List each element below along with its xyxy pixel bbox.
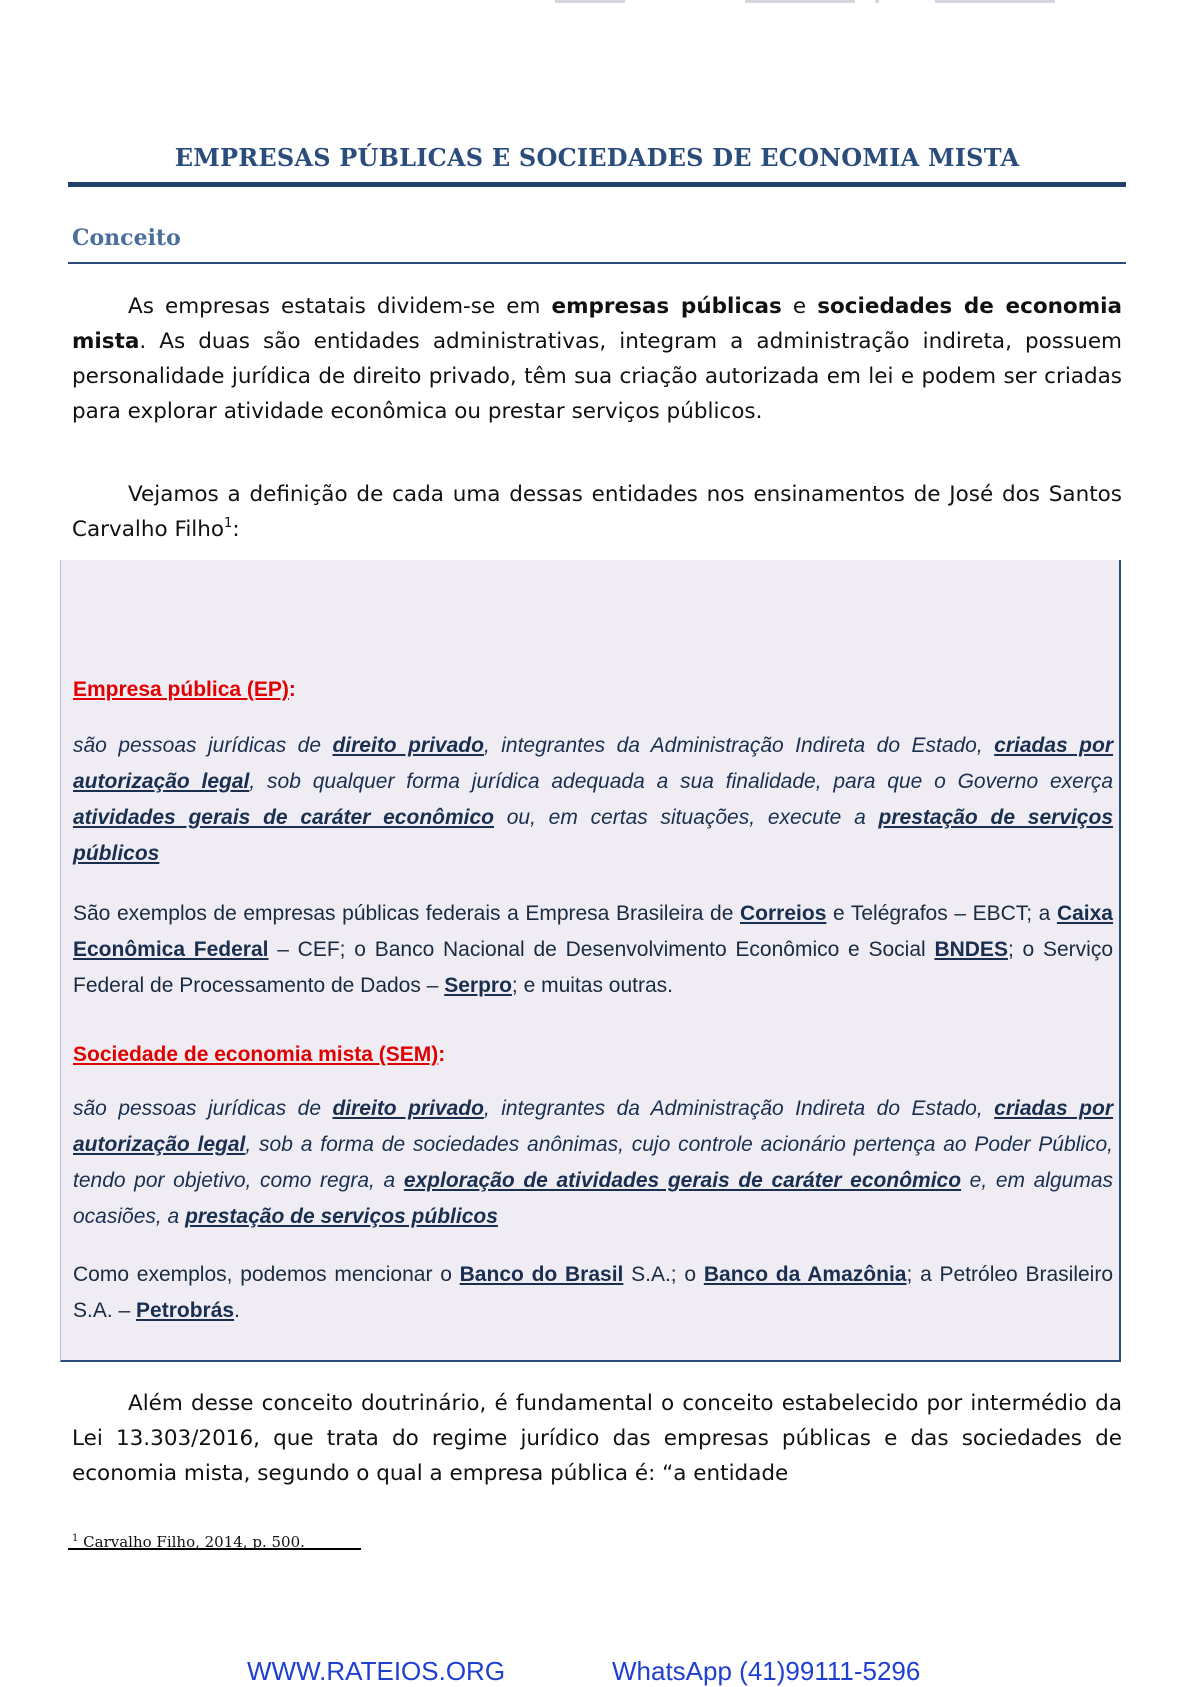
footnote-marker: 1: [72, 1533, 79, 1544]
section-divider: [68, 262, 1126, 264]
sem-examples: Como exemplos, podemos mencionar o Banco do Brasil S.A.; o Banco da Amazônia; a Petróleo Brasileiro S.A. – Petrobrás.: [73, 1263, 1114, 1322]
term-empresas-publicas: empresas públicas: [551, 294, 782, 319]
top-edge-marks: [0, 0, 1191, 6]
ep-definition: são pessoas jurídicas de direito privado, integrantes da Administração Indireta do Estado, criadas por autorização legal, sob qualquer forma jurídica adequada a sua finalidade, para que o Governo exerça atividades gerais de caráter econômico ou, em certas situações, execute a prestação de serviços públicos: [73, 734, 1114, 865]
footnote-reference[interactable]: 1: [224, 516, 233, 531]
quote-box: [60, 560, 1121, 1362]
ep-heading: Empresa pública (EP):: [73, 678, 296, 701]
intro-paragraph: As empresas estatais dividem-se em empresas públicas e sociedades de economia mista. As duas são entidades administrativas, integram a administração indireta, possuem personalidade jurídica de direito privado, têm sua criação autorizada em lei e podem ser criadas para explorar atividade econômica ou prestar serviços públicos.: [72, 294, 1122, 424]
ep-examples: São exemplos de empresas públicas federais a Empresa Brasileira de Correios e Telégrafos – EBCT; a Caixa Econômica Federal – CEF; o Banco Nacional de Desenvolvimento Econômico e Social BNDES; o Serviço Federal de Processamento de Dados – Serpro; e muitas outras.: [73, 902, 1113, 997]
footer-whatsapp-link[interactable]: WhatsApp (41)99111-5296: [612, 1656, 921, 1686]
term-sociedades-economia-mista: sociedades de economia mista: [72, 294, 1122, 354]
title-divider: [68, 182, 1126, 187]
sem-definition: são pessoas jurídicas de direito privado, integrantes da Administração Indireta do Estado, criadas por autorização legal, sob a forma de sociedades anônimas, cujo controle acionário pertença ao Poder Público, tendo por objetivo, como regra, a exploração de atividades gerais de caráter econômico e, em algumas ocasiões, a prestação de serviços públicos: [73, 1097, 1114, 1228]
page-footer: [0, 1656, 1191, 1684]
section-heading: Conceito: [72, 225, 181, 251]
footnote: $^1$ Carvalho Filho, 2014, p. 500.: [72, 1533, 305, 1551]
law-paragraph: Além desse conceito doutrinário, é fundamental o conceito estabelecido por intermédio da Lei 13.303/2016, que trata do regime jurídico das empresas públicas e das sociedades de economia mista, segundo o qual a empresa pública é: “a entidade: [72, 1391, 1122, 1486]
sem-heading: Sociedade de economia mista (SEM):: [73, 1043, 446, 1066]
footer-site-link[interactable]: WWW.RATEIOS.ORG: [247, 1656, 506, 1686]
definition-lead-paragraph: Vejamos a definição de cada uma dessas entidades nos ensinamentos de José dos Santos Carvalho Filho$^1$:: [72, 482, 1122, 542]
page-title: EMPRESAS PÚBLICAS E SOCIEDADES DE ECONOMIA MISTA: [174, 143, 1020, 172]
